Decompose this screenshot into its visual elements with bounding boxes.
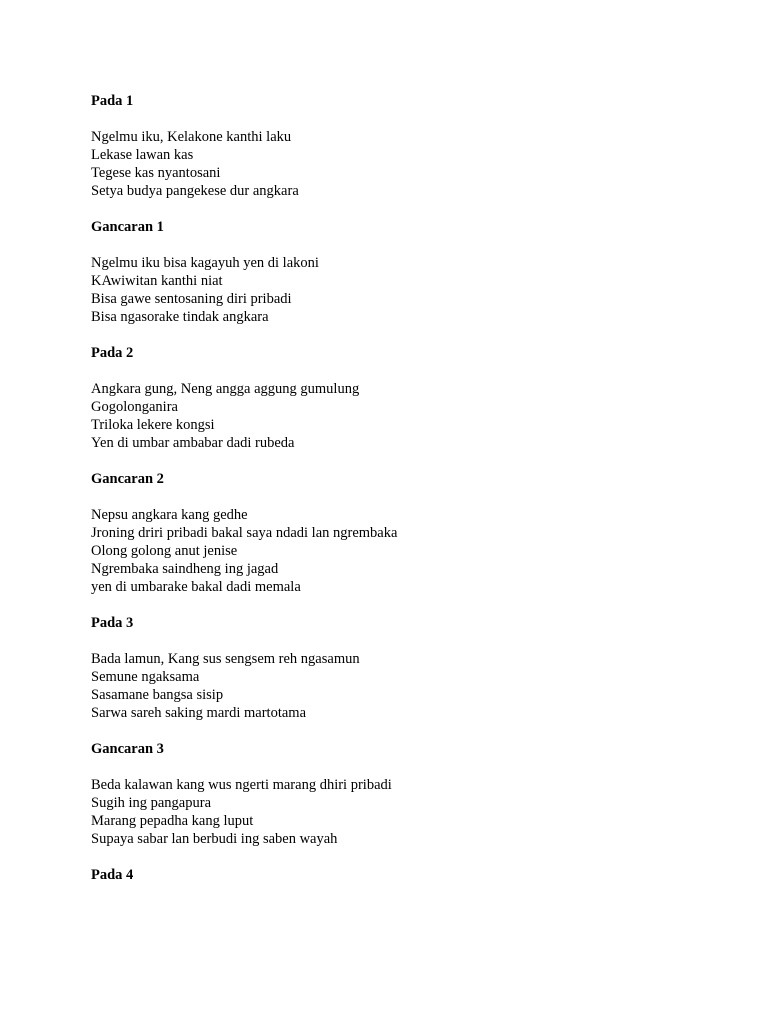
- prose-line: Jroning driri pribadi bakal saya ndadi lan ngrembaka: [91, 525, 398, 541]
- section-pada-3: [91, 614, 711, 740]
- section-heading: Pada 2: [91, 345, 134, 361]
- spacer: [91, 758, 711, 776]
- spacer: [91, 848, 711, 866]
- section-heading: Pada 4: [91, 867, 134, 883]
- prose-line: Ngelmu iku bisa kagayuh yen di lakoni: [91, 255, 319, 271]
- prose-line: Supaya sabar lan berbudi ing saben wayah: [91, 831, 338, 847]
- spacer: [91, 362, 711, 380]
- section-gancaran-2: [91, 470, 711, 614]
- section-pada-4: [91, 866, 711, 884]
- spacer: [91, 326, 711, 344]
- verse-line: Triloka lekere kongsi: [91, 417, 215, 433]
- verse-line: Gogolonganira: [91, 399, 178, 415]
- verse-line: Semune ngaksama: [91, 669, 200, 685]
- section-heading: Pada 1: [91, 93, 134, 109]
- section-pada-2: [91, 344, 711, 470]
- spacer: [91, 722, 711, 740]
- verse-line: Sasamane bangsa sisip: [91, 687, 224, 703]
- spacer: [91, 236, 711, 254]
- spacer: [91, 596, 711, 614]
- prose-line: Beda kalawan kang wus ngerti marang dhiri pribadi: [91, 777, 392, 793]
- section-heading: Pada 3: [91, 615, 134, 631]
- spacer: [91, 110, 711, 128]
- verse-line: Bada lamun, Kang sus sengsem reh ngasamun: [91, 651, 360, 667]
- section-heading: Gancaran 3: [91, 741, 164, 757]
- prose-line: Bisa ngasorake tindak angkara: [91, 309, 269, 325]
- verse-line: Lekase lawan kas: [91, 147, 194, 163]
- section-gancaran-1: [91, 218, 711, 344]
- verse-line: Sarwa sareh saking mardi martotama: [91, 705, 307, 721]
- prose-line: Marang pepadha kang luput: [91, 813, 254, 829]
- prose-line: Ngrembaka saindheng ing jagad: [91, 561, 279, 577]
- document-page: [91, 92, 711, 884]
- prose-line: yen di umbarake bakal dadi memala: [91, 579, 301, 595]
- prose-line: Bisa gawe sentosaning diri pribadi: [91, 291, 292, 307]
- verse-line: Tegese kas nyantosani: [91, 165, 221, 181]
- section-gancaran-3: [91, 740, 711, 866]
- verse-line: Angkara gung, Neng angga aggung gumulung: [91, 381, 360, 397]
- prose-line: Nepsu angkara kang gedhe: [91, 507, 248, 523]
- verse-line: Setya budya pangekese dur angkara: [91, 183, 299, 199]
- spacer: [91, 488, 711, 506]
- verse-line: Ngelmu iku, Kelakone kanthi laku: [91, 129, 292, 145]
- prose-line: Olong golong anut jenise: [91, 543, 238, 559]
- prose-line: Sugih ing pangapura: [91, 795, 212, 811]
- spacer: [91, 452, 711, 470]
- section-heading: Gancaran 2: [91, 471, 164, 487]
- section-pada-1: [91, 92, 711, 218]
- section-heading: Gancaran 1: [91, 219, 164, 235]
- prose-line: KAwiwitan kanthi niat: [91, 273, 223, 289]
- spacer: [91, 632, 711, 650]
- verse-line: Yen di umbar ambabar dadi rubeda: [91, 435, 295, 451]
- spacer: [91, 200, 711, 218]
